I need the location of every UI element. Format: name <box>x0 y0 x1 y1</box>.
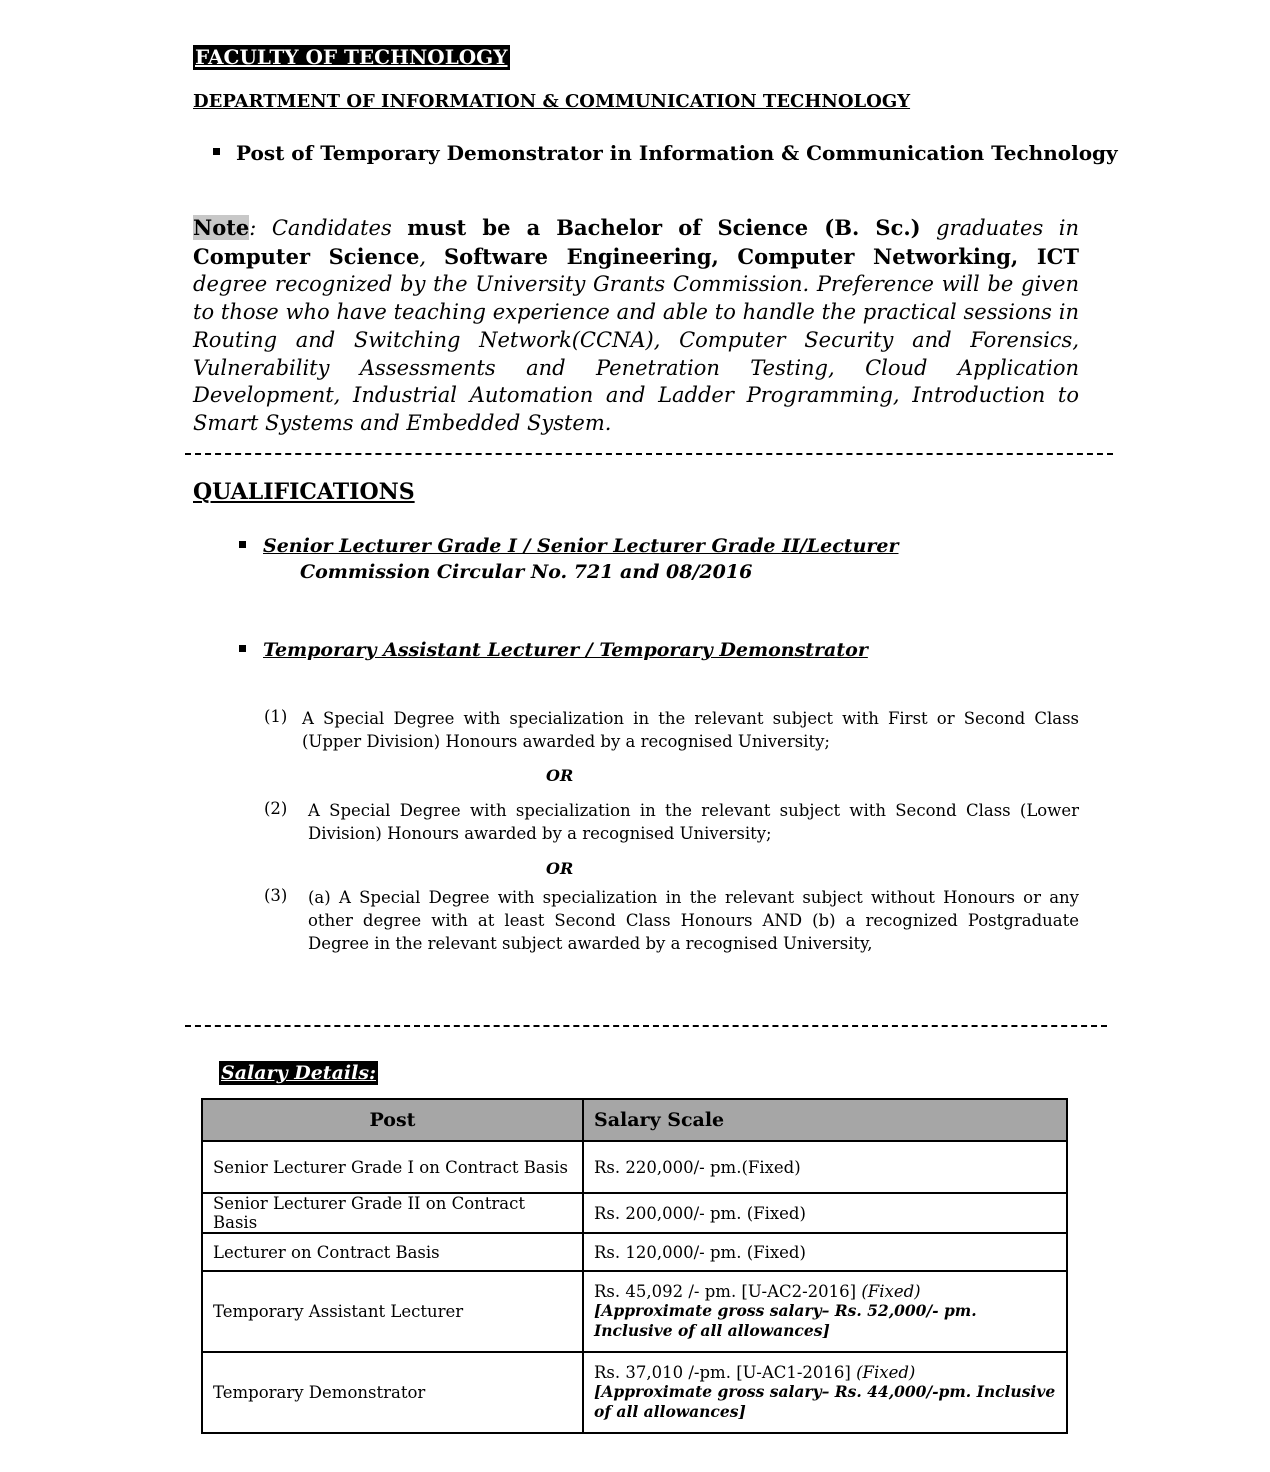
item-number: (2) <box>264 799 288 818</box>
fixed-label: (Fixed) <box>861 1282 921 1301</box>
department-heading: DEPARTMENT OF INFORMATION & COMMUNICATION TECHNOLOGY <box>193 91 911 112</box>
note-paragraph <box>193 214 1079 438</box>
note-text: : Candidates <box>249 216 408 240</box>
post-cell: Senior Lecturer Grade II on Contract Basis <box>202 1193 583 1233</box>
dashed-divider <box>185 453 1113 455</box>
salary-cell: Rs. 120,000/- pm. (Fixed) <box>583 1233 1067 1271</box>
note-text: degree recognized by the University Grants Commission. Preference will be given to those who have teaching experience and able to handle the practical sessions in Routing and Switching Network(CCNA), Computer Security and Forensics, Vulnerability Assessments and Penetration Testing, Cloud Application Development, Industrial Automation and Ladder Programming, Introduction to Smart Systems and Embedded System. <box>193 272 1079 435</box>
column-header-salary: Salary Scale <box>583 1099 1067 1141</box>
salary-details-heading: Salary Details: <box>221 1062 377 1084</box>
note-bold: must be a Bachelor of Science (B. Sc.) <box>407 215 921 240</box>
bullet-text: Temporary Assistant Lecturer / Temporary Demonstrator <box>263 639 868 661</box>
qualification-item: (a) A Special Degree with specialization in the relevant subject without Honours or any other degree with at least Second Class Honours AND (b) a recognized Postgraduate Degree in the relevant subject awarded by a recognised University, <box>308 888 1079 953</box>
item-number: (3) <box>264 886 288 905</box>
qualification-bullet-senior <box>239 535 899 557</box>
qualification-item: A Special Degree with specialization in the relevant subject with Second Class (Lower Division) Honours awarded by a recognised University; <box>308 801 1079 843</box>
table-row <box>202 1141 1067 1193</box>
bullet-text: Senior Lecturer Grade I / Senior Lecturer Grade II/Lecturer <box>263 535 899 557</box>
salary-scale-text: Rs. 45,092 /- pm. [U-AC2-2016] <box>594 1282 862 1301</box>
salary-table <box>201 1098 1068 1434</box>
table-header-row <box>202 1099 1067 1141</box>
table-row <box>202 1233 1067 1271</box>
item-number: (1) <box>264 707 288 726</box>
or-separator: OR <box>546 859 574 878</box>
salary-scale-text: Rs. 37,010 /-pm. [U-AC1-2016] <box>594 1363 857 1382</box>
gross-salary-note: [Approximate gross salary– Rs. 52,000/- pm. Inclusive of all allowances] <box>594 1301 977 1340</box>
qualification-item: A Special Degree with specialization in the relevant subject with First or Second Class (Upper Division) Honours awarded by a recognised University; <box>302 709 1079 751</box>
note-text: , <box>419 244 444 269</box>
square-bullet-icon <box>239 541 246 548</box>
note-bold: Software Engineering, Computer Networking, ICT <box>443 243 1079 269</box>
square-bullet-icon <box>239 645 246 652</box>
salary-cell <box>583 1352 1067 1433</box>
table-row <box>202 1193 1067 1233</box>
post-cell: Temporary Assistant Lecturer <box>202 1271 583 1352</box>
table-row <box>202 1271 1067 1352</box>
salary-cell <box>583 1271 1067 1352</box>
square-bullet-icon <box>213 148 220 155</box>
or-separator: OR <box>546 766 574 785</box>
qualification-bullet-temporary <box>239 639 868 661</box>
salary-cell: Rs. 220,000/- pm.(Fixed) <box>583 1141 1067 1193</box>
post-cell: Lecturer on Contract Basis <box>202 1233 583 1271</box>
gross-salary-note: [Approximate gross salary– Rs. 44,000/-pm. Inclusive of all allowances] <box>594 1382 1056 1421</box>
column-header-post: Post <box>202 1099 583 1141</box>
table-row <box>202 1352 1067 1433</box>
note-bold: Computer Science <box>193 243 420 269</box>
qualifications-heading: QUALIFICATIONS <box>193 479 415 505</box>
post-title <box>213 141 1118 165</box>
note-text: graduates in <box>920 216 1080 240</box>
post-title-text: Post of Temporary Demonstrator in Information & Communication Technology <box>236 141 1118 165</box>
faculty-heading: FACULTY OF TECHNOLOGY <box>195 45 508 69</box>
post-cell: Temporary Demonstrator <box>202 1352 583 1433</box>
post-cell: Senior Lecturer Grade I on Contract Basis <box>202 1141 583 1193</box>
note-label: Note <box>193 215 250 240</box>
dashed-divider <box>185 1025 1107 1027</box>
commission-circular: Commission Circular No. 721 and 08/2016 <box>300 561 753 583</box>
fixed-label: (Fixed) <box>856 1363 916 1382</box>
salary-cell: Rs. 200,000/- pm. (Fixed) <box>583 1193 1067 1233</box>
